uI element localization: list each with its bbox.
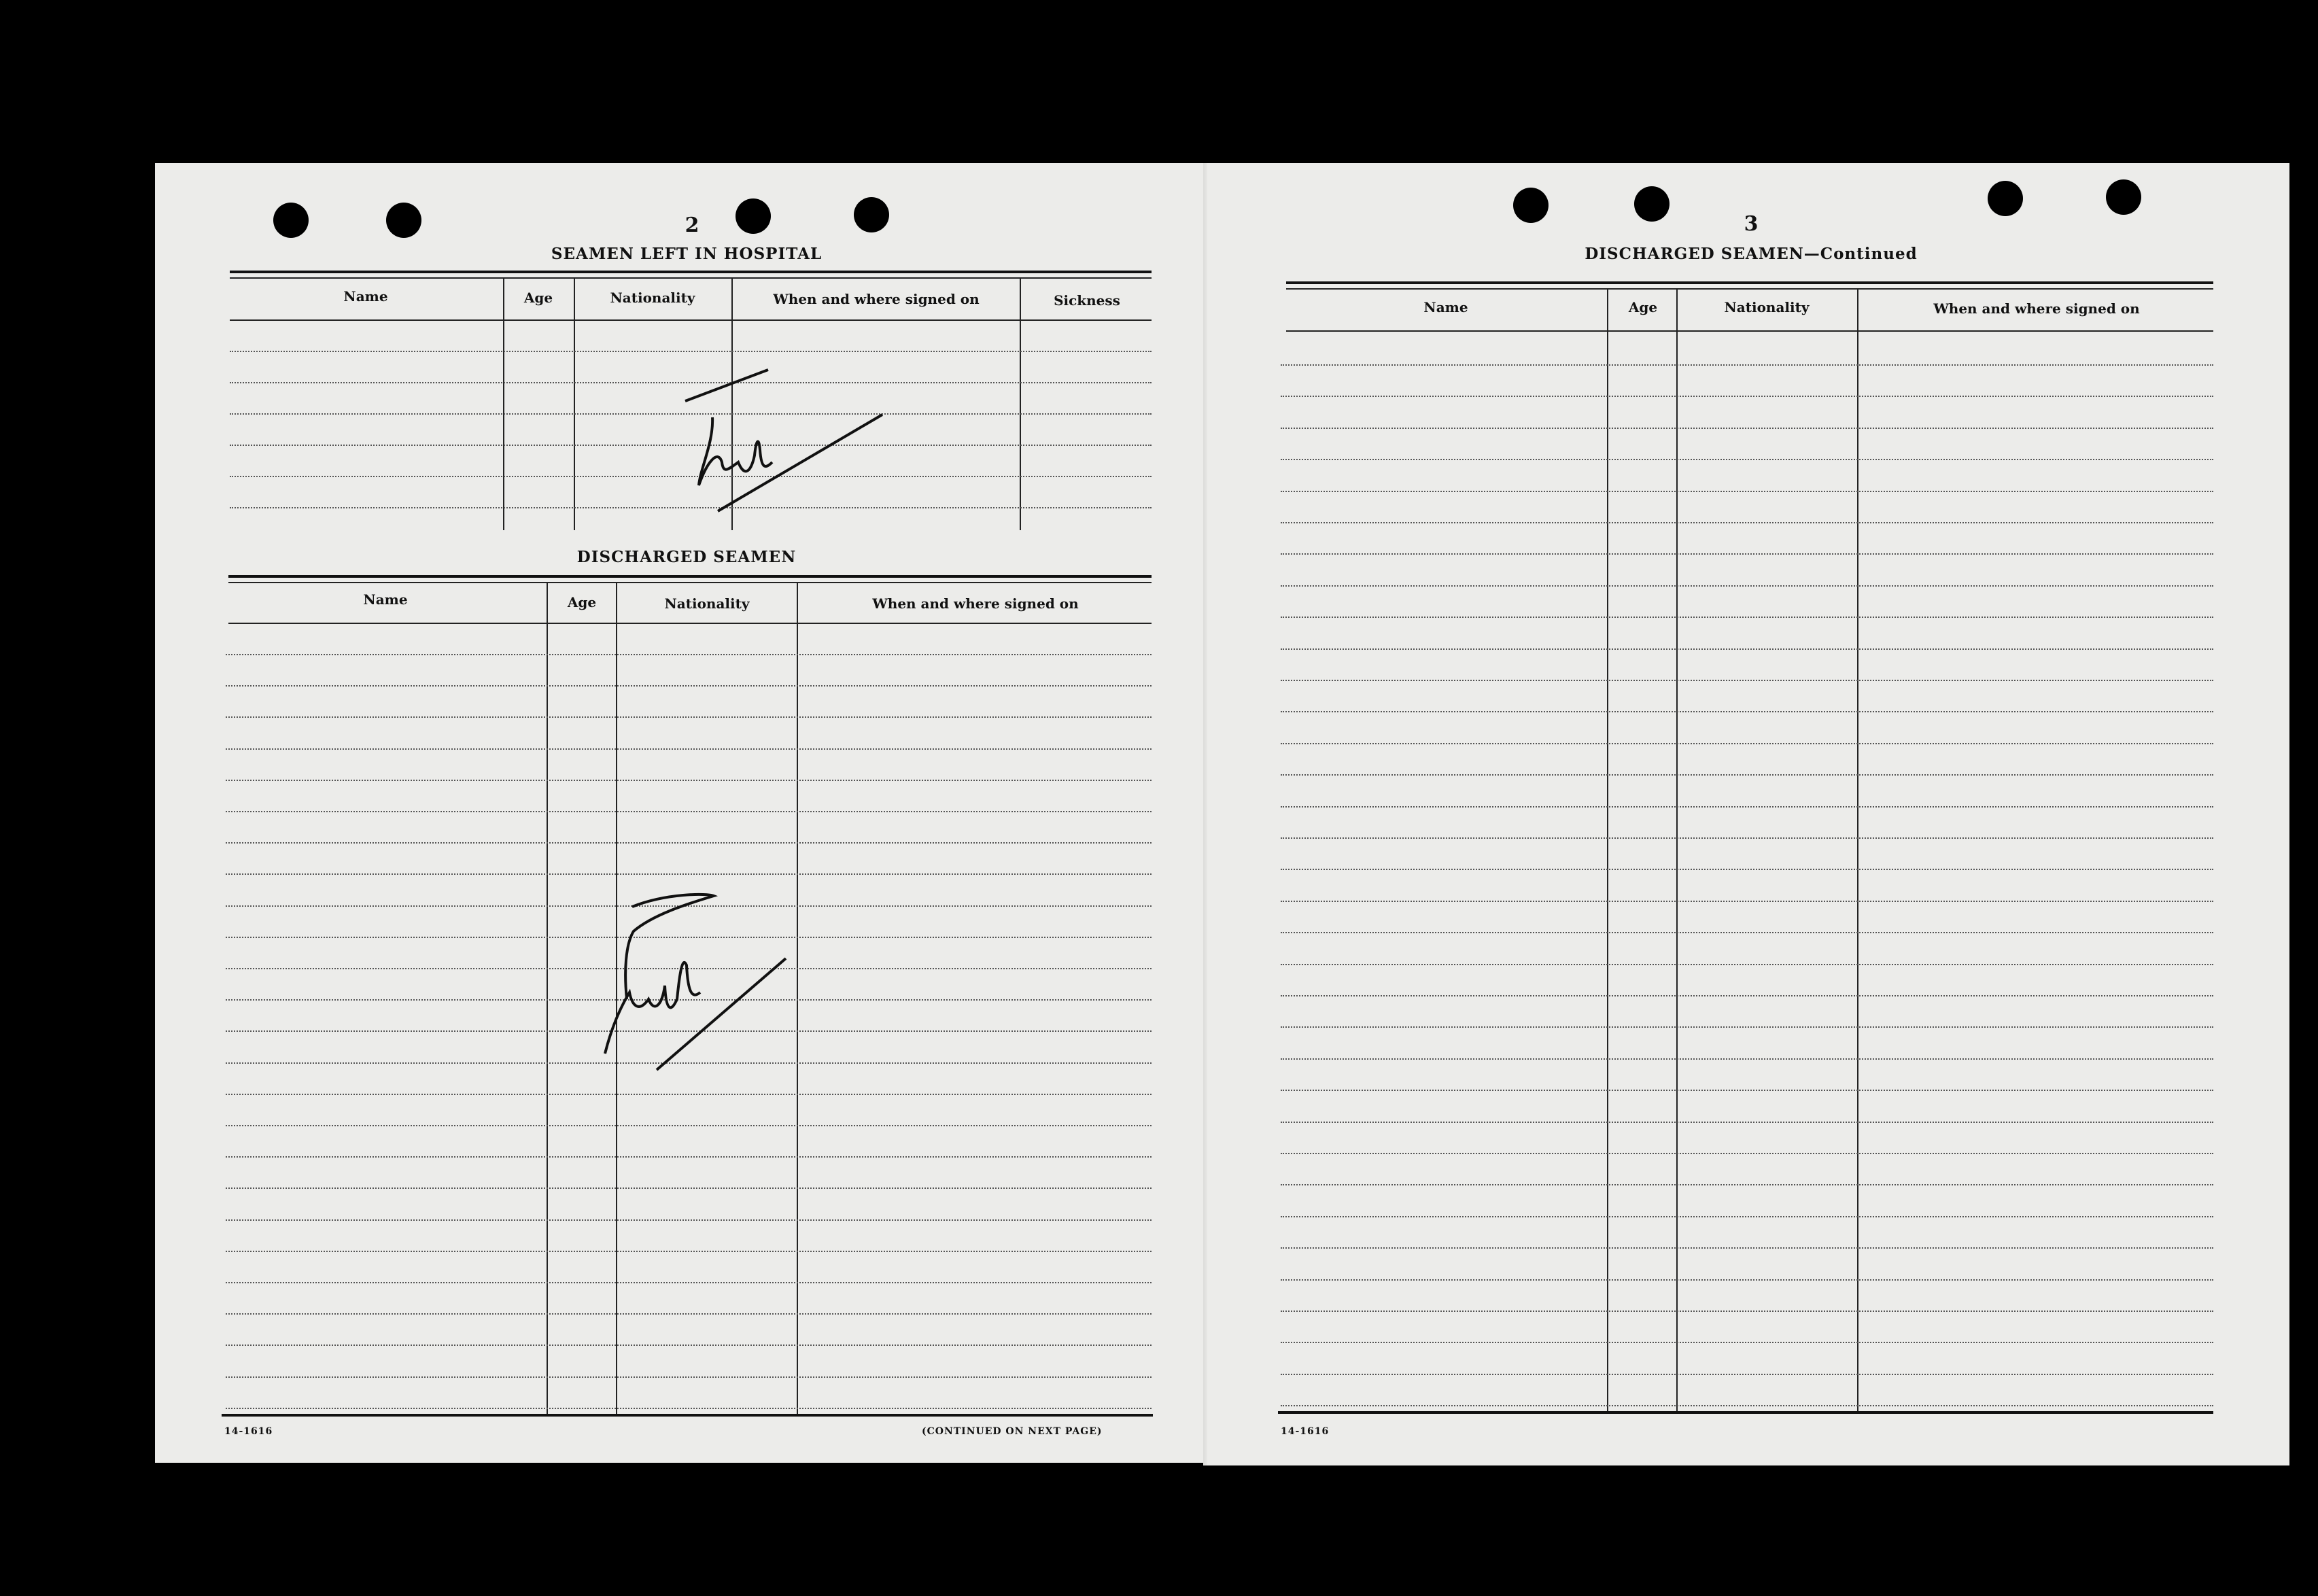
table-rule [1286, 281, 2213, 284]
ruled-line [1281, 774, 2213, 776]
continued-note: (CONTINUED ON NEXT PAGE) [922, 1426, 1103, 1437]
column-header-age: Age [567, 594, 597, 610]
column-header-nationality: Nationality [1724, 299, 1810, 315]
table-bottom-rule [222, 1414, 1153, 1417]
void-signature-mark [680, 360, 897, 523]
column-header-age: Age [1628, 299, 1658, 315]
column-header-name: Name [1423, 299, 1468, 315]
ruled-line [1281, 1405, 2213, 1406]
ruled-line [1281, 522, 2213, 523]
column-header-age: Age [523, 290, 553, 306]
column-header-name: Name [343, 288, 388, 305]
ruled-line [1281, 553, 2213, 555]
discharged-continued-rows [1281, 364, 2213, 1411]
table-rule [228, 575, 1152, 578]
ruled-line [226, 1282, 1152, 1283]
column-header-sickness: Sickness [1054, 292, 1120, 309]
section-title-discharged: DISCHARGED SEAMEN [576, 548, 797, 566]
column-header-name: Name [363, 591, 408, 608]
ruled-line [1281, 680, 2213, 681]
binder-hole [2106, 179, 2141, 215]
ruled-line [226, 1219, 1152, 1221]
ruled-line [1281, 1122, 2213, 1123]
void-signature-mark [591, 890, 795, 1081]
ruled-line [1281, 459, 2213, 460]
ruled-line [226, 654, 1152, 655]
binder-hole [1988, 181, 2023, 216]
page-number: 3 [1744, 212, 1759, 236]
ruled-line [226, 685, 1152, 687]
ruled-line [1281, 491, 2213, 492]
header-rule [1286, 330, 2213, 332]
form-number: 14-1616 [224, 1426, 273, 1437]
binder-hole [736, 198, 771, 234]
ruled-line [1281, 869, 2213, 870]
ruled-line [226, 1125, 1152, 1126]
ruled-line [1281, 901, 2213, 902]
ruled-line [1281, 364, 2213, 366]
ruled-line [1281, 617, 2213, 618]
ruled-line [226, 1187, 1152, 1189]
ruled-line [1281, 1279, 2213, 1281]
ruled-line [1281, 995, 2213, 996]
ruled-line [226, 873, 1152, 875]
page-number: 2 [685, 213, 699, 237]
ruled-line [226, 1156, 1152, 1158]
ruled-line [1281, 806, 2213, 808]
table-rule [230, 271, 1152, 273]
column-header-signed-on: When and where signed on [773, 291, 980, 307]
column-header-nationality: Nationality [610, 290, 695, 306]
ruled-line [226, 1313, 1152, 1315]
ruled-line [226, 1251, 1152, 1252]
ruled-line [1281, 396, 2213, 397]
ruled-line [1281, 837, 2213, 839]
header-rule [230, 319, 1152, 321]
ruled-line [226, 1094, 1152, 1095]
ruled-line [1281, 1216, 2213, 1217]
ruled-line [226, 748, 1152, 750]
column-header-signed-on: When and where signed on [872, 595, 1079, 612]
binder-hole [854, 197, 889, 232]
binder-hole [1634, 186, 1670, 222]
header-rule [228, 623, 1152, 624]
binder-hole [1513, 188, 1549, 223]
ruled-line [226, 811, 1152, 812]
ruled-line [1281, 1058, 2213, 1060]
section-title-hospital: SEAMEN LEFT IN HOSPITAL [551, 245, 823, 263]
binder-hole [273, 203, 309, 238]
column-header-nationality: Nationality [664, 595, 750, 612]
table-rule [1286, 288, 2213, 290]
table-bottom-rule [1278, 1411, 2213, 1414]
ruled-line [1281, 1153, 2213, 1154]
ruled-line [1281, 585, 2213, 587]
ruled-line [1281, 932, 2213, 933]
ruled-line [1281, 1311, 2213, 1312]
ruled-line [1281, 1247, 2213, 1249]
ruled-line [1281, 1374, 2213, 1375]
ruled-line [1281, 743, 2213, 744]
ruled-line [226, 1408, 1152, 1409]
binder-hole [386, 203, 421, 238]
ruled-line [1281, 964, 2213, 965]
ruled-line [226, 1376, 1152, 1378]
section-title-discharged-continued: DISCHARGED SEAMEN—Continued [1585, 245, 1918, 263]
ruled-line [226, 716, 1152, 718]
ruled-line [1281, 1026, 2213, 1028]
ruled-line [1281, 1184, 2213, 1185]
ruled-line [226, 780, 1152, 781]
table-rule [230, 277, 1152, 279]
ruled-line [1281, 1342, 2213, 1343]
table-rule [228, 582, 1152, 583]
ruled-line [1281, 711, 2213, 712]
ruled-line [1281, 428, 2213, 429]
ruled-line [226, 1345, 1152, 1346]
column-header-signed-on: When and where signed on [1933, 300, 2140, 317]
ruled-line [1281, 648, 2213, 650]
ruled-line [1281, 1090, 2213, 1091]
ruled-line [230, 351, 1152, 352]
ruled-line [226, 842, 1152, 844]
form-number: 14-1616 [1281, 1426, 1330, 1437]
